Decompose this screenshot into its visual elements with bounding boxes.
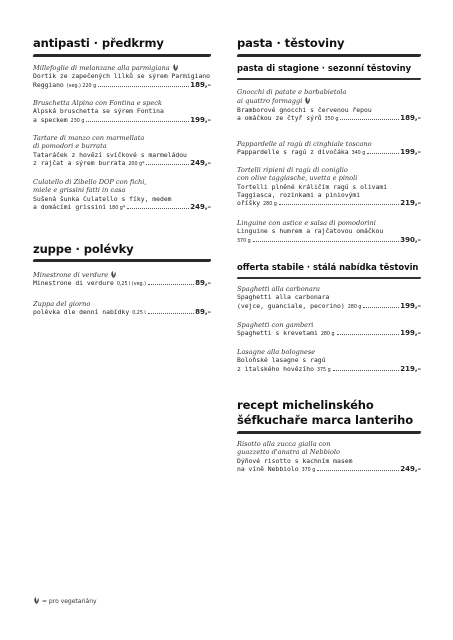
dish-name-italian: [33, 178, 211, 186]
dish-description: polévka dle denní nabídky: [33, 308, 130, 317]
price-line: [33, 81, 211, 91]
portion-size: 200 g*: [128, 161, 145, 167]
menu-item: [237, 440, 421, 475]
dot-leader: [337, 334, 400, 335]
section-title-pasta: pasta · těstoviny: [237, 36, 345, 50]
dish-name-text: miele e grissini fatti in casa: [33, 186, 126, 195]
dish-name-text: Linguine con astice e salsa di pomodorini: [237, 219, 376, 227]
price-line: [237, 465, 421, 475]
menu-item: [237, 219, 421, 246]
dot-leader: [317, 470, 399, 471]
dish-name-text: Culatello di Zibello DOP con fichi,: [33, 178, 147, 186]
leaf-icon: [110, 270, 117, 279]
price: 249,–: [190, 202, 211, 211]
price: 199,–: [400, 301, 421, 310]
portion-size: 370 g: [301, 467, 316, 473]
subsection-divider: [237, 78, 422, 80]
portion-size: 280 g: [347, 304, 362, 310]
dish-name-italian: [33, 186, 211, 194]
menu-item: [237, 140, 421, 159]
price-line: [237, 365, 421, 375]
price: 199,–: [400, 329, 421, 338]
dish-description: Pappardelle s ragú z divočáka: [237, 148, 349, 157]
price: 199,–: [400, 148, 421, 157]
section-title-recept-1: recept michelinského: [237, 398, 374, 412]
vegetarian-legend: [33, 596, 97, 607]
menu-item: [33, 63, 211, 91]
dish-name-italian: [237, 174, 421, 182]
portion-size: (veg.) 220 g: [66, 83, 97, 89]
price: 199,–: [190, 115, 211, 124]
dish-name-italian: [237, 96, 421, 105]
leaf-icon: [33, 596, 40, 607]
subsection-title-stabile: offerta stabile · stálá nabídka těstovin: [237, 262, 419, 272]
dot-leader: [98, 86, 189, 87]
dish-name-italian: [33, 63, 211, 72]
dish-description: Bramborové gnocchi s červenou řepou: [237, 105, 372, 114]
menu-item: [237, 166, 421, 209]
price-line: [33, 159, 211, 169]
dish-name-text: Bruschetta Alpina con Fontina e speck: [33, 99, 162, 107]
dish-name-text: Zuppa del giorno: [33, 300, 91, 308]
dish-name-text: Spaghetti alla carbonara: [237, 285, 320, 293]
dish-name-italian: [237, 166, 421, 174]
subsection-title-stagione: pasta di stagione · sezonní těstoviny: [237, 63, 412, 73]
dot-leader: [148, 284, 194, 285]
dish-name-text: Lasagne alla bolognese: [237, 348, 316, 356]
dot-leader: [146, 164, 189, 165]
dish-name-italian: [237, 285, 421, 293]
dot-leader: [86, 121, 189, 122]
price: 219,–: [400, 364, 421, 373]
dish-description: Sušená šunka Culatello s fíky, medem: [33, 194, 172, 203]
dish-name-italian: [237, 348, 421, 356]
portion-size: 0,25 l (veg.): [116, 282, 146, 288]
section-title-recept-2: šéfkuchaře marca lanteriho: [237, 413, 414, 427]
dish-description: Linguine s humrem a rajčatovou omáčkou: [237, 227, 384, 236]
dish-name-text: Tartare di manzo con marmellata: [33, 134, 145, 142]
dish-description: Minestrone di verdure: [33, 279, 114, 288]
price-line: [33, 203, 211, 213]
portion-size: 375 g: [316, 367, 331, 373]
dot-leader: [279, 204, 399, 205]
dish-name-text: Tortelli ripieni di ragù di coniglio: [237, 166, 348, 174]
dish-description: a omáčkou ze čtyř sýrů: [237, 113, 322, 122]
dish-description: z rajčat a sýrem burrata: [33, 158, 126, 167]
dot-leader: [148, 313, 194, 314]
section-divider: [236, 431, 421, 434]
dish-name-italian: [237, 219, 421, 227]
price: 189,–: [400, 113, 421, 122]
dish-description: Dortík ze zapečených lilků se sýrem Parmigiano: [33, 72, 210, 81]
menu-item: [237, 348, 421, 375]
dish-name-italian: [237, 88, 421, 96]
dish-description: Boloňské lasagne s ragú: [237, 356, 326, 365]
dish-name-text: Millefoglie di melanzane alla parmigiana: [33, 64, 170, 72]
dish-description: Reggiano: [33, 80, 64, 89]
dish-name-text: Pappardelle al ragù di cinghiale toscano: [237, 140, 372, 148]
portion-size: 370 g: [237, 238, 251, 244]
dish-name-italian: [237, 140, 421, 148]
dish-description: Alpská bruschetta se sýrem Fontina: [33, 107, 164, 116]
portion-size: 280 g: [263, 202, 277, 208]
subsection-divider: [237, 277, 422, 279]
menu-item: [237, 285, 421, 312]
dish-name-text: Risotto alla zucca gialla con: [237, 440, 331, 448]
price: 89,–: [195, 308, 211, 317]
price-line: [237, 199, 421, 209]
price-line: [237, 114, 421, 124]
price: 249,–: [400, 464, 421, 473]
price-line: [237, 329, 421, 339]
dish-name-italian: [33, 99, 211, 107]
price-line: [237, 302, 421, 312]
menu-item: [33, 134, 211, 169]
section-divider: [32, 259, 211, 262]
dish-description: Spaghetti s krevetami: [237, 329, 318, 338]
price-line: [33, 116, 211, 126]
dish-description: oříšky: [237, 199, 261, 208]
dish-name-text: Minestrone di verdure: [33, 271, 109, 279]
dish-name-text: con olive taggiasche, uvetta e pinoli: [237, 174, 358, 183]
dot-leader: [127, 208, 189, 209]
dish-name-italian: [33, 142, 211, 150]
price: 249,–: [190, 158, 211, 167]
dish-name-text: Gnocchi di patate e barbabietola: [237, 88, 347, 96]
leaf-icon: [304, 96, 311, 105]
dish-name-italian: [237, 448, 421, 456]
dish-description: a domácími grissini: [33, 202, 107, 211]
menu-item: [33, 270, 211, 290]
portion-size: 0,25 l: [132, 311, 146, 317]
price: 390,–: [400, 235, 421, 244]
section-divider: [236, 54, 421, 57]
dish-name-text: Spaghetti con gamberi: [237, 321, 314, 329]
dish-description: a speckem: [33, 115, 68, 124]
portion-size: 180 g*: [109, 205, 126, 211]
dish-description: Tataráček z hovězí svíčkové s marmeládou: [33, 150, 187, 159]
dot-leader: [367, 153, 399, 154]
dish-description: z italského hovězího: [237, 364, 314, 373]
leaf-icon: [172, 63, 179, 72]
section-title-antipasti: antipasti · předkrmy: [33, 36, 164, 50]
portion-size: 230 g: [70, 118, 85, 124]
price-line: [237, 148, 421, 158]
dot-leader: [340, 119, 399, 120]
portion-size: 340 g: [351, 151, 366, 157]
portion-size: 350 g: [324, 116, 339, 122]
dish-name-text: ai quattro formaggi: [237, 97, 303, 106]
dish-description: na víně Nebbiolo: [237, 464, 299, 473]
dish-name-text: guazzetto d'anatra al Nebbiolo: [237, 448, 340, 457]
price-line: [237, 236, 421, 246]
dish-description: (vejce, guanciale, pecorino): [237, 301, 345, 310]
price-line: [33, 279, 211, 289]
menu-item: [33, 178, 211, 213]
menu-item: [33, 300, 211, 319]
price: 219,–: [400, 199, 421, 208]
dish-description: Spaghetti alla carbonara: [237, 293, 330, 302]
menu-item: [237, 88, 421, 124]
dish-name-italian: [33, 270, 211, 279]
dish-description: Taggiasca, rozinkami a piniovými: [237, 190, 361, 199]
portion-size: 280 g: [320, 332, 335, 338]
dish-description: Dýňové risotto s kachním masem: [237, 456, 353, 465]
dot-leader: [253, 241, 399, 242]
menu-item: [33, 99, 211, 126]
price: 189,–: [190, 80, 211, 89]
section-divider: [32, 54, 211, 57]
dish-name-italian: [237, 321, 421, 329]
dot-leader: [333, 370, 400, 371]
dish-name-italian: [33, 134, 211, 142]
dish-name-italian: [33, 300, 211, 308]
dish-description: Tortelli plněné králičím ragú s olivami: [237, 182, 388, 191]
dish-name-text: di pomodori e burrata: [33, 142, 107, 151]
section-title-zuppe: zuppe · polévky: [33, 242, 134, 256]
price: 89,–: [195, 279, 211, 288]
legend-text: = pro vegetariány: [42, 598, 97, 605]
dish-name-italian: [237, 440, 421, 448]
menu-item: [237, 321, 421, 340]
price-line: [33, 308, 211, 318]
dot-leader: [363, 307, 399, 308]
